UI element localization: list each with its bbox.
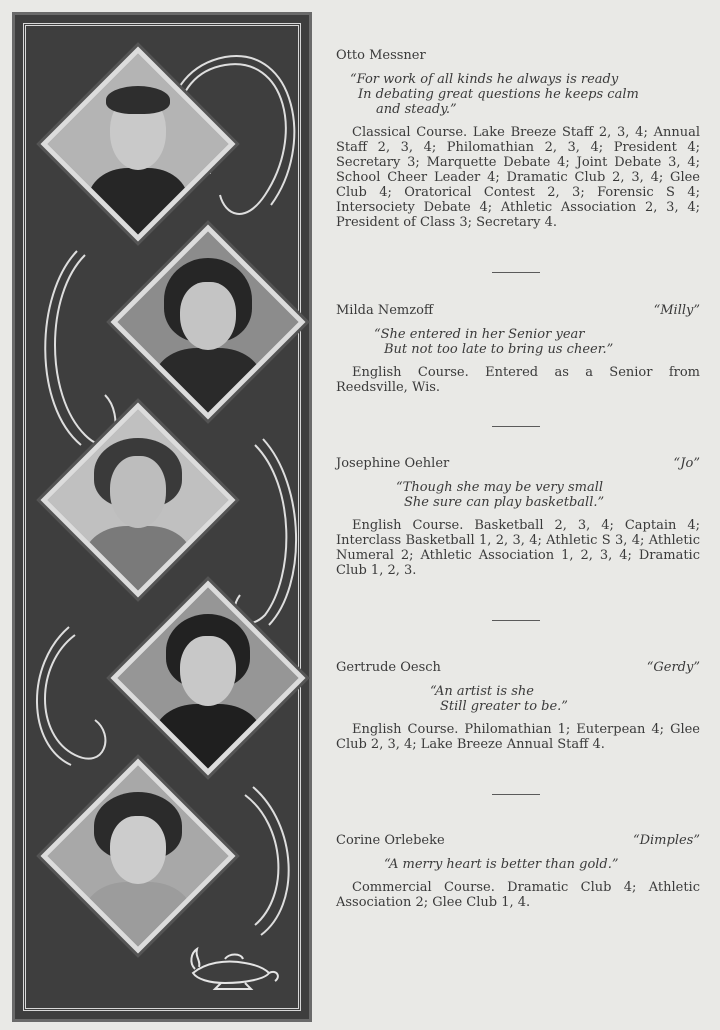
quote-line: “For work of all kinds he always is ready bbox=[350, 72, 619, 87]
entry-josephine-oehler bbox=[336, 455, 700, 578]
quote-line: “Though she may be very small bbox=[396, 480, 604, 495]
quote-line: and steady.” bbox=[376, 102, 457, 117]
quote-line: She sure can play basketball.” bbox=[404, 495, 605, 510]
student-name: Milda Nemzoff bbox=[336, 303, 434, 318]
student-description: English Course. Philomathian 1; Euterpean 4; Glee Club 2, 3, 4; Lake Breeze Annual Staff 4. bbox=[336, 722, 700, 752]
quote-line: Still greater to be.” bbox=[440, 699, 568, 714]
student-quote bbox=[336, 857, 700, 872]
student-name: Otto Messner bbox=[336, 48, 426, 63]
divider bbox=[492, 620, 540, 621]
name-row bbox=[336, 832, 700, 849]
name-row bbox=[336, 302, 700, 319]
divider bbox=[492, 794, 540, 795]
name-row bbox=[336, 47, 700, 64]
student-description: Commercial Course. Dramatic Club 4; Athletic Association 2; Glee Club 1, 4. bbox=[336, 880, 700, 910]
student-description: Classical Course. Lake Breeze Staff 2, 3, 4; Annual Staff 2, 3, 4; Philomathian 2, 3, 4; President 4; Secretary 3; Marquette Debate 4; Joint Debate 3, 4; School Cheer Leader 4; Dramatic Club 2, 3, 4; Glee Club 4; Oratorical Contest 2, 3; Forensic S 4; Intersociety Debate 4; Athletic Association 2, 3, 4; President of Class 3; Secretary 4. bbox=[336, 125, 700, 230]
student-nickname: “Gerdy” bbox=[646, 660, 700, 675]
student-quote bbox=[336, 480, 700, 510]
quote-line: But not too late to bring us cheer.” bbox=[384, 342, 614, 357]
student-description: English Course. Basketball 2, 3, 4; Captain 4; Interclass Basketball 1, 2, 3, 4; Athletic S 3, 4; Athletic Numeral 2; Athletic Association 1, 2, 3, 4; Dramatic Club 1, 2, 3. bbox=[336, 518, 700, 578]
student-name: Corine Orlebeke bbox=[336, 833, 445, 848]
student-name: Gertrude Oesch bbox=[336, 660, 441, 675]
entry-otto-messner bbox=[336, 47, 700, 230]
name-row bbox=[336, 659, 700, 676]
photo-column bbox=[12, 12, 312, 1022]
student-description: English Course. Entered as a Senior from Reedsville, Wis. bbox=[336, 365, 700, 395]
quote-line: “She entered in her Senior year bbox=[374, 327, 585, 342]
entry-milda-nemzoff bbox=[336, 302, 700, 395]
quote-line: In debating great questions he keeps calm bbox=[358, 87, 639, 102]
quote-line: “A merry heart is better than gold.” bbox=[384, 857, 619, 872]
student-quote bbox=[336, 684, 700, 714]
student-nickname: “Milly” bbox=[653, 303, 700, 318]
student-nickname: “Dimples” bbox=[632, 833, 700, 848]
name-row bbox=[336, 455, 700, 472]
oil-lamp-icon bbox=[185, 933, 285, 993]
student-quote bbox=[336, 327, 700, 357]
divider bbox=[492, 426, 540, 427]
student-nickname: “Jo” bbox=[673, 456, 700, 471]
divider bbox=[492, 272, 540, 273]
student-quote bbox=[336, 72, 700, 117]
student-name: Josephine Oehler bbox=[336, 456, 450, 471]
quote-line: “An artist is she bbox=[430, 684, 534, 699]
entry-corine-orlebeke bbox=[336, 832, 700, 910]
entry-gertrude-oesch bbox=[336, 659, 700, 752]
